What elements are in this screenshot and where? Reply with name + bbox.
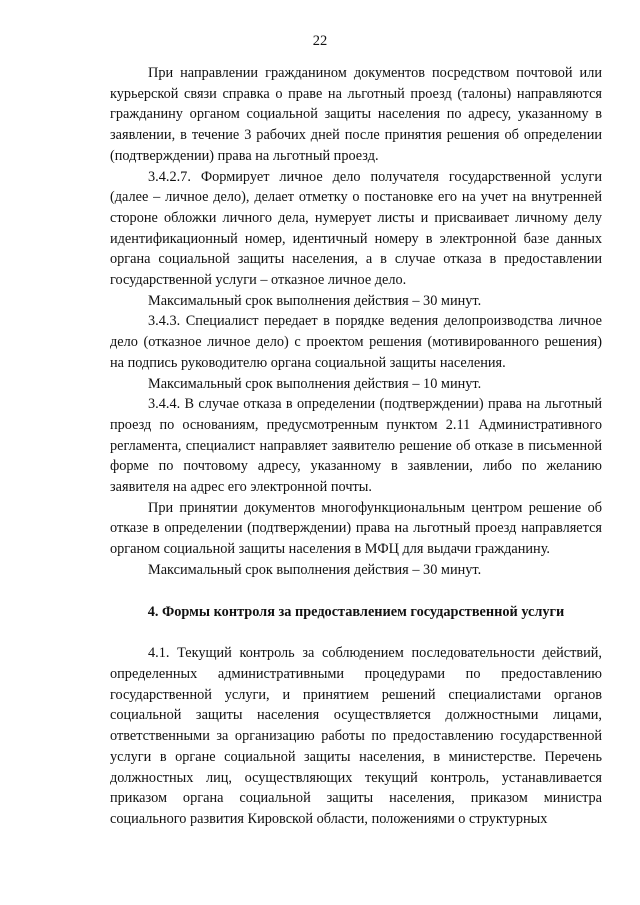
paragraph-deadline-30-min: Максимальный срок выполнения действия – 30 минут. — [148, 292, 482, 309]
paragraph-deadline-10-min: Максимальный срок выполнения действия – 10 минут. — [148, 375, 482, 392]
paragraph-mail-delivery: При направлении гражданином документов посредством почтовой или курьерской связи справка о праве на льготный проезд (талоны) направляются гражданину органом социальной защиты населения по адресу, указанному в заявлении, в течение 3 рабочих дней после принятия решения об определении (подтверждении) права на льготный проезд. — [110, 65, 602, 164]
paragraph-4-1: 4.1. Текущий контроль за соблюдением последовательности действий, определенных административными процедурами по предоставлению государственной услуги, и принятием решений специалистами органов социальной защиты населения осуществляется должностными лицами, ответственными за организацию работы по предоставлению государственной услуги в органе социальной защиты населения, в министерстве. Перечень должностных лиц, осуществляющих текущий контроль, устанавливается приказом органа социальной защиты населения, приказом министра социального развития Кировской области, положениями о структурных — [110, 645, 602, 827]
page-number: 22 — [312, 33, 328, 49]
document-body — [110, 63, 602, 830]
paragraph-deadline-30-min-2: Максимальный срок выполнения действия – 30 минут. — [148, 561, 482, 578]
paragraph-3-4-4: 3.4.4. В случае отказа в определении (подтверждении) права на льготный проезд по основаниям, предусмотренным пунктом 2.11 Административного регламента, специалист направляет заявителю решение об отказе в письменной форме по почтовому адресу, указанному в заявлении, либо по желанию заявителя на адрес его электронной почты. — [110, 396, 602, 496]
section-heading: 4. Формы контроля за предоставлением государственной услуги — [147, 603, 565, 620]
paragraph-mfc-refusal: При принятии документов многофункциональным центром решение об отказе в определении (подтверждении) права на льготный проезд направляется органом социальной защиты населения в МФЦ для выдачи гражданину. — [110, 499, 602, 558]
paragraph-3-4-2-7: 3.4.2.7. Формирует личное дело получателя государственной услуги (далее – личное дело), делает отметку о постановке его на учет на внутренней стороне обложки личного дела, нумерует листы и присваивает личному делу идентификационный номер, идентичный номеру в электронной базе данных органа социальной защиты населения, а в случае отказа в предоставлении государственной услуги – отказное личное дело. — [110, 168, 602, 289]
paragraph-3-4-3: 3.4.3. Специалист передает в порядке ведения делопроизводства личное дело (отказное личное дело) с проектом решения (мотивированного решения) на подпись руководителю органа социальной защиты населения. — [110, 313, 602, 371]
